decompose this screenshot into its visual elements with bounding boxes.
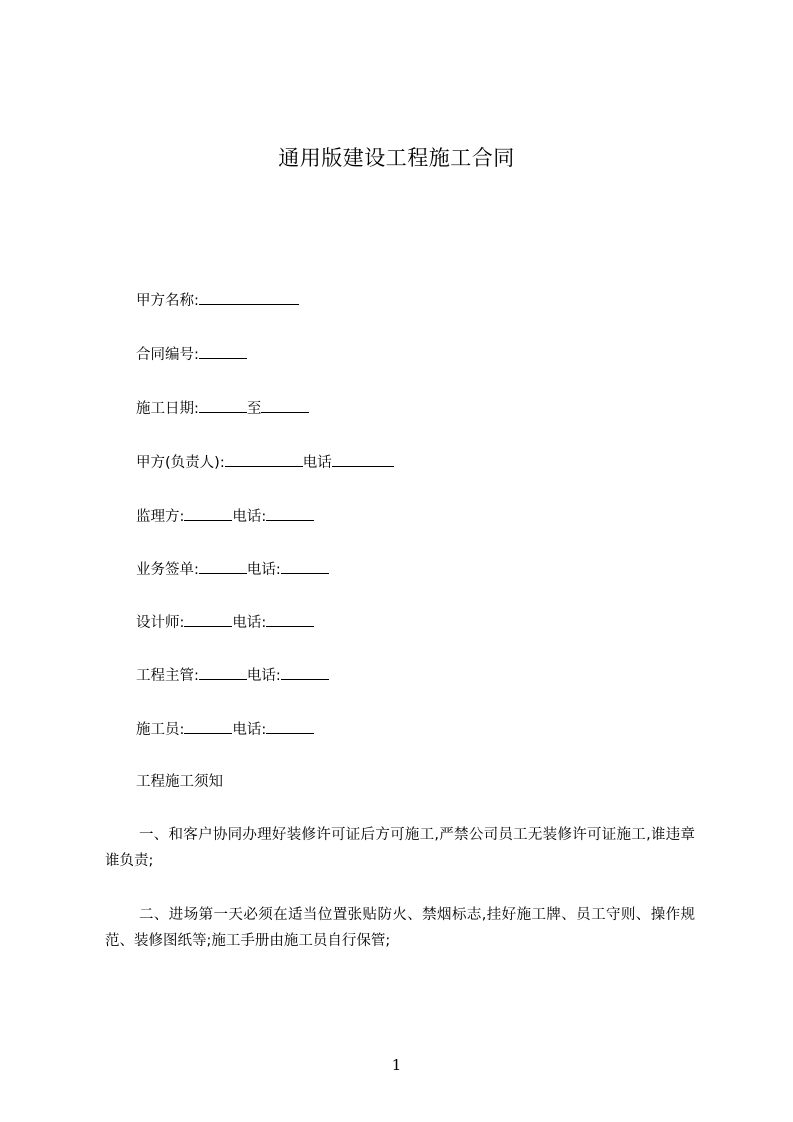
party-a-name-label: 甲方名称:: [136, 293, 199, 309]
party-a-name-blank[interactable]: [199, 290, 299, 305]
designer-phone-label: 电话:: [232, 615, 267, 631]
project-manager-label: 工程主管:: [136, 668, 199, 684]
party-a-person-blank[interactable]: [225, 452, 303, 467]
designer-field: [136, 612, 314, 633]
document-title: 通用版建设工程施工合同: [278, 146, 515, 170]
supervisor-label: 监理方:: [136, 509, 185, 525]
project-manager-phone-label: 电话:: [246, 668, 281, 684]
business-sign-field: [136, 559, 329, 580]
contract-number-field: [136, 344, 247, 365]
start-date-blank[interactable]: [199, 398, 247, 413]
supervisor-blank[interactable]: [184, 506, 232, 521]
constructor-blank[interactable]: [184, 719, 232, 734]
project-manager-field: [136, 665, 329, 686]
supervisor-phone-label: 电话:: [232, 509, 267, 525]
constructor-label: 施工员:: [136, 722, 185, 738]
notice-paragraph-1: 一、和客户协同办理好装修许可证后方可施工,严禁公司员工无装修许可证施工,谁违章谁负责;: [105, 827, 695, 869]
constructor-phone-label: 电话:: [232, 722, 267, 738]
party-a-person-field: [136, 452, 394, 473]
business-sign-phone-blank[interactable]: [281, 559, 329, 574]
construction-date-field: [136, 398, 309, 419]
construction-date-label: 施工日期:: [136, 401, 199, 417]
supervisor-phone-blank[interactable]: [266, 506, 314, 521]
date-to-label: 至: [246, 401, 262, 417]
party-a-phone-blank[interactable]: [332, 452, 394, 467]
designer-blank[interactable]: [184, 612, 232, 627]
party-a-phone-label: 电话: [302, 455, 332, 471]
contract-number-blank[interactable]: [199, 344, 247, 359]
page-number: 1: [391, 1056, 402, 1074]
constructor-field: [136, 719, 314, 740]
notice-paragraph-2: 二、进场第一天必须在适当位置张贴防火、禁烟标志,挂好施工牌、员工守则、操作规范、装修图纸等;施工手册由施工员自行保管;: [105, 907, 695, 949]
party-a-person-label: 甲方(负责人):: [136, 455, 225, 471]
designer-label: 设计师:: [136, 615, 185, 631]
notice-heading: 工程施工须知: [136, 774, 223, 790]
project-manager-blank[interactable]: [199, 665, 247, 680]
business-sign-blank[interactable]: [199, 559, 247, 574]
business-sign-label: 业务签单:: [136, 562, 199, 578]
party-a-name-field: [136, 290, 299, 311]
business-sign-phone-label: 电话:: [246, 562, 281, 578]
contract-number-label: 合同编号:: [136, 347, 199, 363]
project-manager-phone-blank[interactable]: [281, 665, 329, 680]
supervisor-field: [136, 506, 314, 527]
designer-phone-blank[interactable]: [266, 612, 314, 627]
end-date-blank[interactable]: [261, 398, 309, 413]
constructor-phone-blank[interactable]: [266, 719, 314, 734]
